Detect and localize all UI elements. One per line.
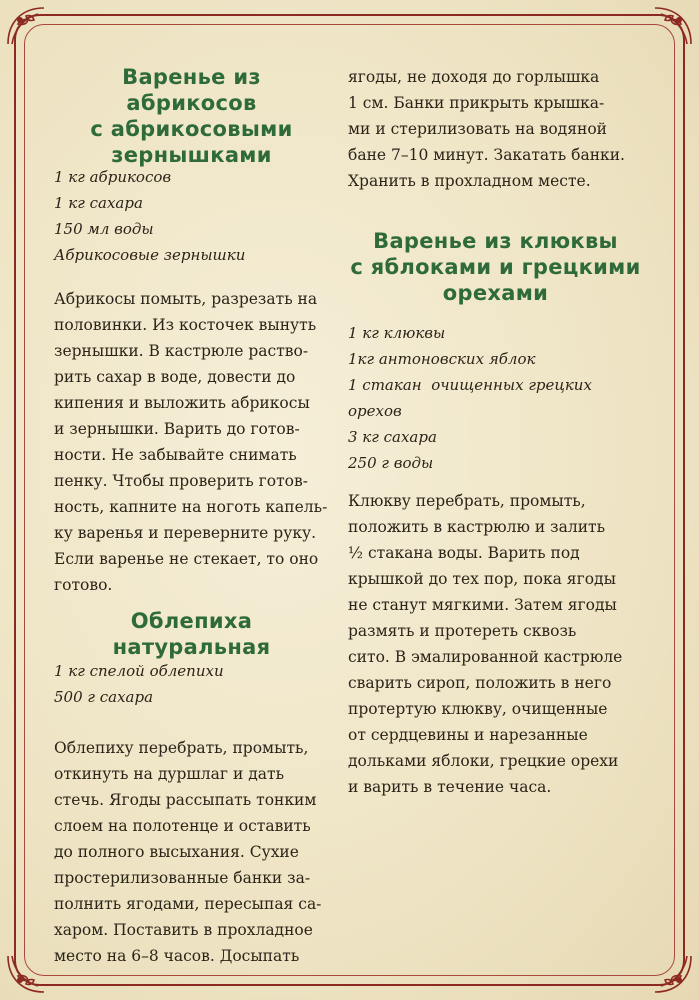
method-line: пенку. Чтобы проверить готов- — [54, 472, 308, 490]
method-line: откинуть на дуршлаг и дать — [54, 765, 285, 783]
recipe1-ingredients — [54, 164, 245, 268]
recipe1-method — [54, 286, 327, 598]
method-line: 1 см. Банки прикрыть крышка- — [348, 94, 605, 112]
recipe3-title-line: с яблоками и грецкими — [350, 255, 641, 279]
ingredient-line: 1 кг сахара — [54, 194, 143, 212]
method-line: ягоды, не доходя до горлышка — [348, 68, 600, 86]
recipe3-title-line: орехами — [442, 281, 549, 305]
method-line: кипения и выложить абрикосы — [54, 394, 310, 412]
ingredient-line: 250 г воды — [348, 454, 434, 472]
method-line: сито. В эмалированной кастрюле — [348, 648, 623, 666]
recipe1-title-line: Варенье из абрикосов — [122, 65, 261, 115]
method-line: ность, капните на ноготь капель- — [54, 498, 328, 516]
method-line: готово. — [54, 576, 113, 594]
recipe2-method — [54, 735, 321, 969]
recipe3-title — [348, 228, 643, 306]
method-line: и зернышки. Варить до готов- — [54, 420, 300, 438]
ingredient-line: орехов — [348, 402, 402, 420]
recipe3-title-line: Варенье из клюквы — [373, 229, 618, 253]
method-line: крышкой до тех пор, пока ягоды — [348, 570, 616, 588]
ingredient-line: 150 мл воды — [54, 220, 154, 238]
method-line: Клюкву перебрать, промыть, — [348, 492, 586, 510]
method-line: положить в кастрюлю и залить — [348, 518, 606, 536]
recipe2-title — [54, 608, 329, 660]
method-line: не станут мягкими. Затем ягоды — [348, 596, 617, 614]
ingredient-line: Абрикосовые зернышки — [54, 246, 246, 264]
recipe3-method — [348, 488, 622, 800]
method-line: половинки. Из косточек вынуть — [54, 316, 317, 334]
method-line: ности. Не забывайте снимать — [54, 446, 297, 464]
ingredient-line: 500 г сахара — [54, 688, 154, 706]
method-line: Облепиху перебрать, промыть, — [54, 739, 309, 757]
ingredient-line: 3 кг сахара — [348, 428, 437, 446]
method-line: рить сахар в воде, довести до — [54, 368, 296, 386]
method-line: харом. Поставить в прохладное — [54, 921, 313, 939]
recipe1-title-line: зернышками — [111, 143, 272, 167]
method-line: протертую клюкву, очищенные — [348, 700, 608, 718]
method-line: полнить ягодами, пересыпая са- — [54, 895, 322, 913]
method-line: слоем на полотенце и оставить — [54, 817, 311, 835]
ingredient-line: 1 кг абрикосов — [54, 168, 172, 186]
method-line: ми и стерилизовать на водяной — [348, 120, 607, 138]
method-line: сварить сироп, положить в него — [348, 674, 612, 692]
ingredient-line: 1 кг спелой облепихи — [54, 662, 224, 680]
method-line: место на 6–8 часов. Досыпать — [54, 947, 300, 965]
method-line: Хранить в прохладном месте. — [348, 172, 591, 190]
corner-ornament-icon — [651, 4, 695, 48]
method-line: и варить в течение часа. — [348, 778, 552, 796]
method-line: зернышки. В кастрюле раство- — [54, 342, 309, 360]
method-line: ½ стакана воды. Варить под — [348, 544, 580, 562]
ingredient-line: 1 стакан очищенных грецких — [348, 376, 592, 394]
corner-ornament-icon — [651, 952, 695, 996]
method-line: ку варенья и переверните руку. — [54, 524, 317, 542]
recipe2-ingredients — [54, 658, 224, 710]
recipe2-title-line: Облепиха натуральная — [112, 609, 271, 659]
ingredient-line: 1 кг клюквы — [348, 324, 446, 342]
method-line: Абрикосы помыть, разрезать на — [54, 290, 318, 308]
method-line: бане 7–10 минут. Закатать банки. — [348, 146, 625, 164]
corner-ornament-icon — [4, 4, 48, 48]
corner-ornament-icon — [4, 952, 48, 996]
recipe2-continued — [348, 64, 625, 194]
method-line: стечь. Ягоды рассыпать тонким — [54, 791, 317, 809]
method-line: Если варенье не стекает, то оно — [54, 550, 319, 568]
method-line: простерилизованные банки за- — [54, 869, 311, 887]
recipe1-title-line: с абрикосовыми — [90, 117, 293, 141]
recipe3-ingredients — [348, 320, 592, 476]
method-line: дольками яблоки, грецкие орехи — [348, 752, 619, 770]
method-line: размять и протереть сквозь — [348, 622, 577, 640]
ingredient-line: 1кг антоновских яблок — [348, 350, 536, 368]
recipe1-title — [54, 64, 329, 168]
method-line: до полного высыхания. Сухие — [54, 843, 299, 861]
method-line: от сердцевины и нарезанные — [348, 726, 588, 744]
